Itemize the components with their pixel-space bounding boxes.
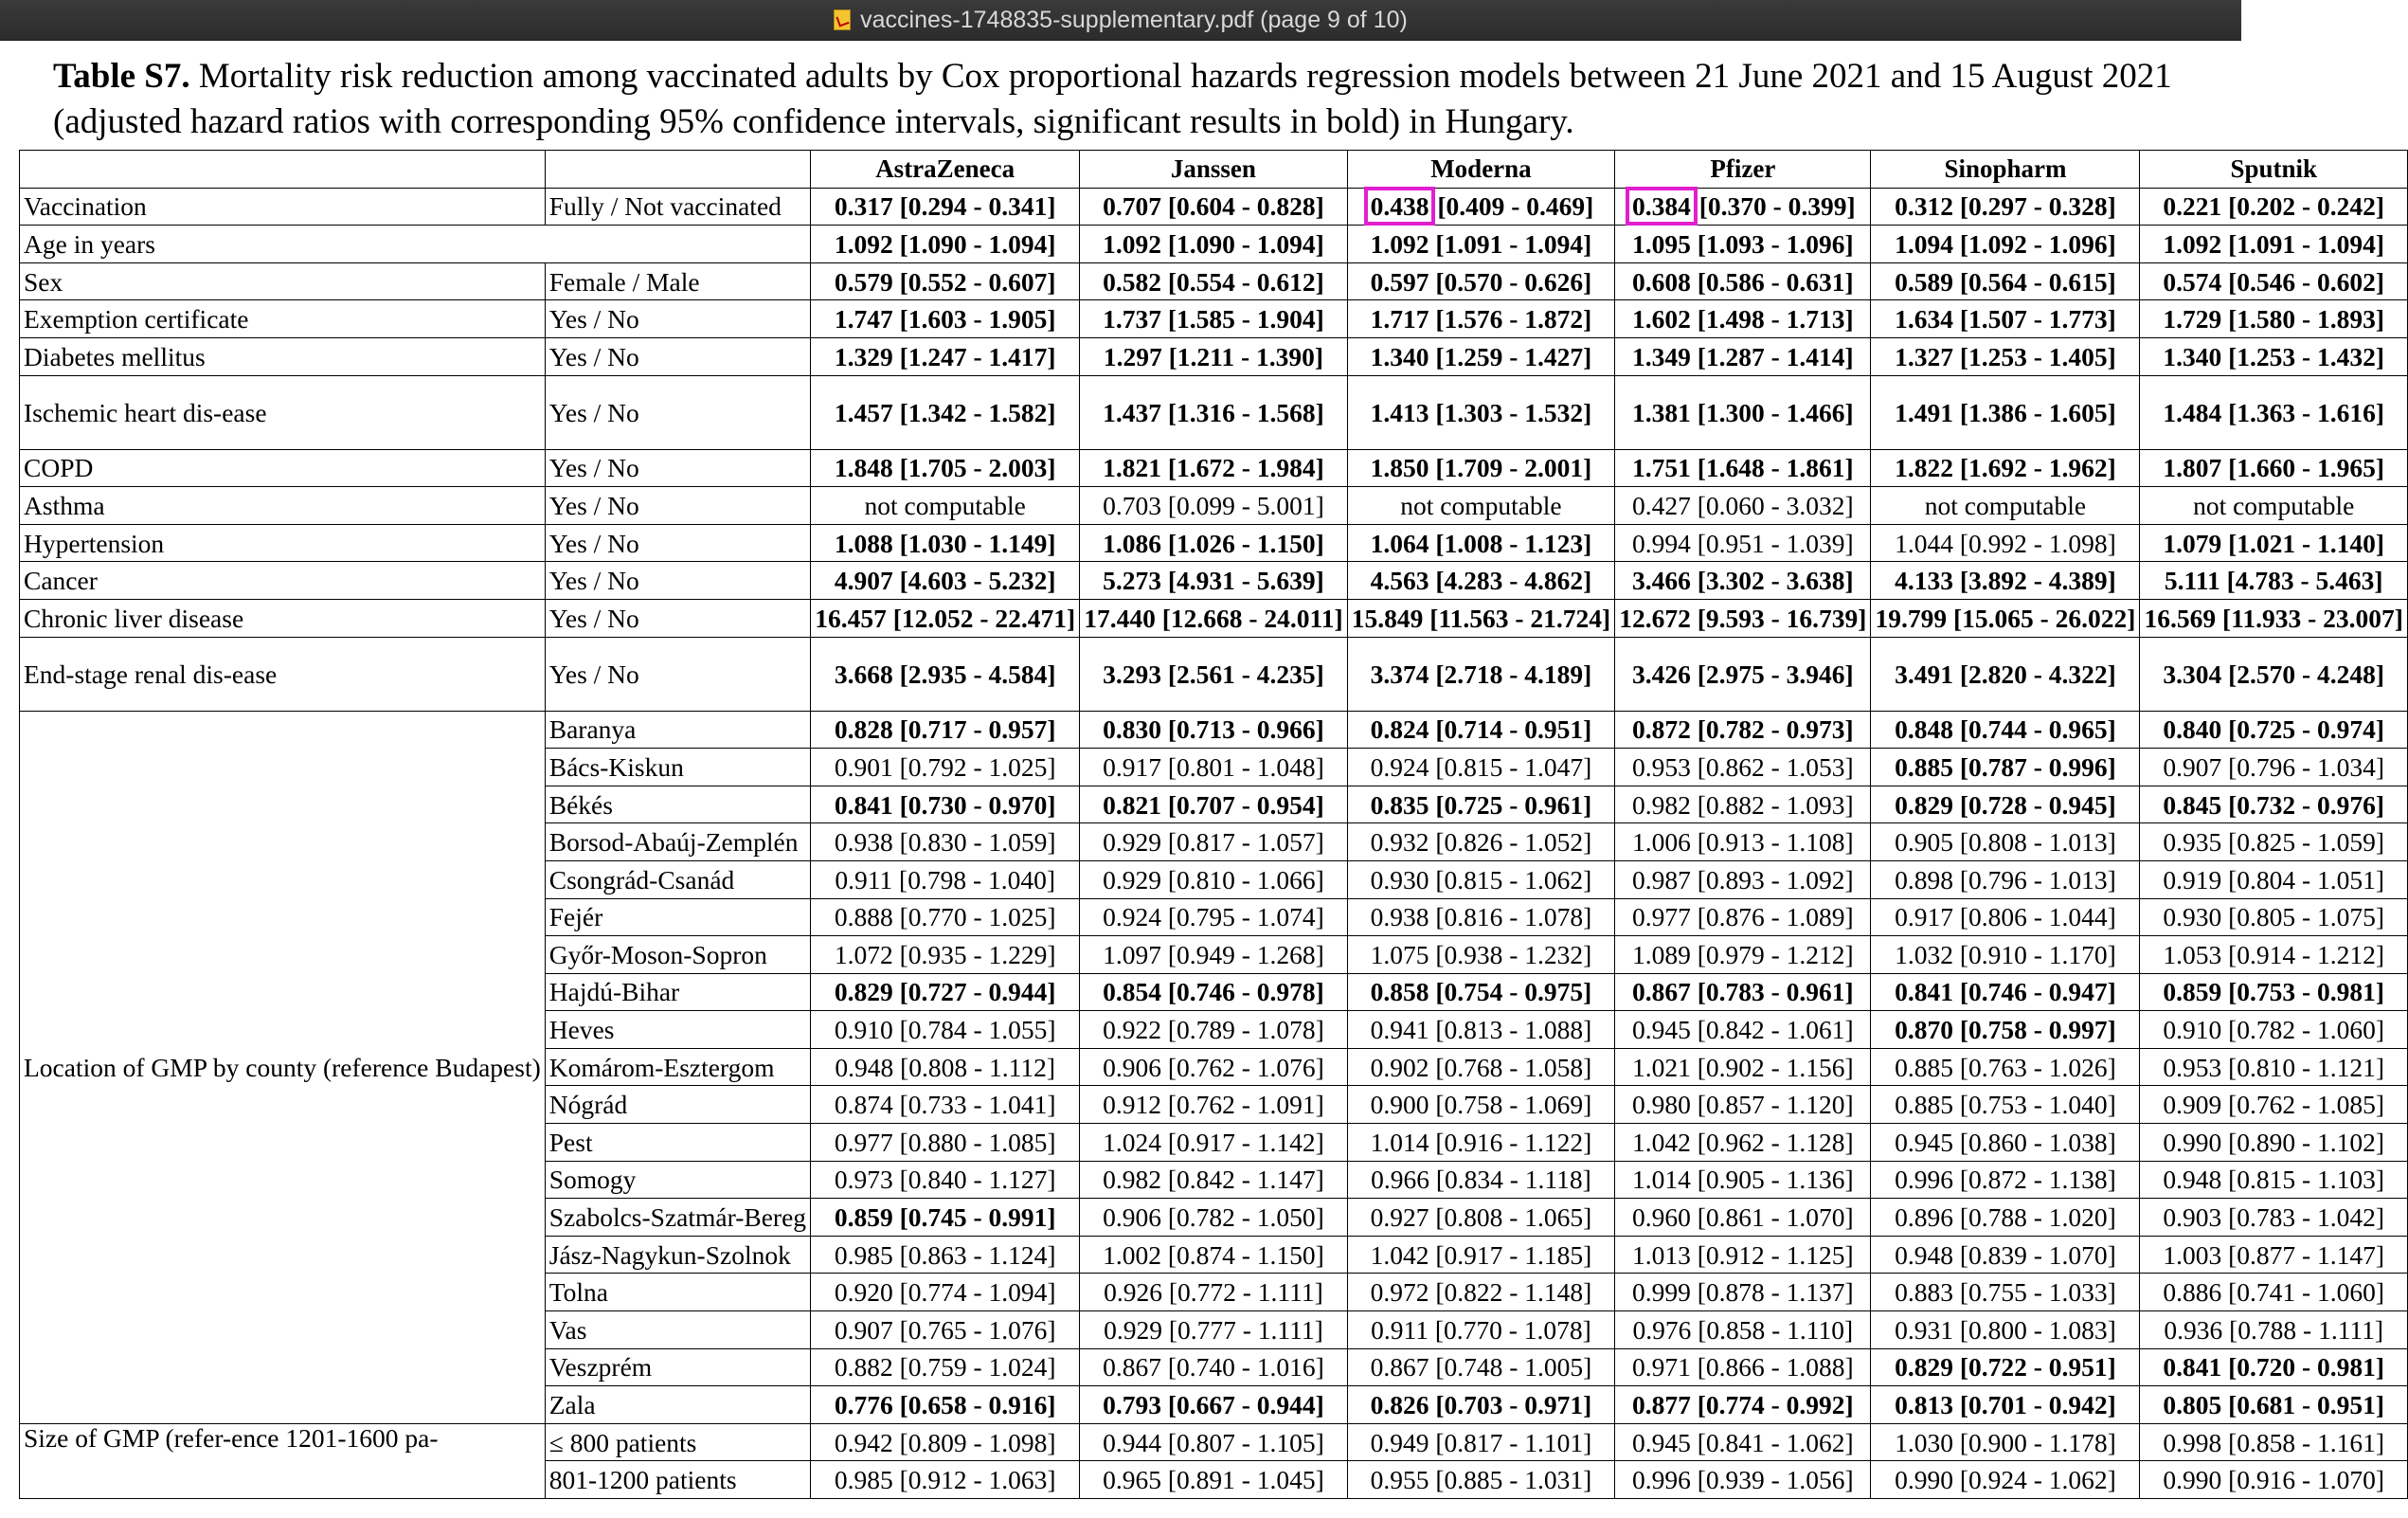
value-cell: 0.996 [0.872 - 1.138] bbox=[1871, 1161, 2140, 1199]
level-label: Csongrád-Csanád bbox=[545, 860, 810, 898]
value-cell: 0.917 [0.801 - 1.048] bbox=[1080, 749, 1348, 786]
level-label: Yes / No bbox=[545, 637, 810, 711]
value-cell: 3.374 [2.718 - 4.189] bbox=[1347, 637, 1615, 711]
value-cell: 0.945 [0.860 - 1.038] bbox=[1871, 1124, 2140, 1162]
value-cell: 0.900 [0.758 - 1.069] bbox=[1347, 1086, 1615, 1124]
value-cell: 0.845 [0.732 - 0.976] bbox=[2140, 786, 2408, 823]
value-cell: 1.751 [1.648 - 1.861] bbox=[1615, 449, 1871, 487]
table-caption bbox=[53, 54, 2203, 145]
value-cell: 0.927 [0.808 - 1.065] bbox=[1347, 1199, 1615, 1237]
value-cell: 0.924 [0.795 - 1.074] bbox=[1080, 898, 1348, 936]
variable-label: Asthma bbox=[20, 487, 546, 525]
value-cell: 0.867 [0.748 - 1.005] bbox=[1347, 1348, 1615, 1386]
value-cell: 0.824 [0.714 - 0.951] bbox=[1347, 711, 1615, 749]
value-cell: 0.948 [0.808 - 1.112] bbox=[811, 1048, 1080, 1086]
table-row bbox=[20, 599, 2408, 637]
value-cell: 0.906 [0.762 - 1.076] bbox=[1080, 1048, 1348, 1086]
variable-label: COPD bbox=[20, 449, 546, 487]
level-label: Zala bbox=[545, 1386, 810, 1424]
level-label: Yes / No bbox=[545, 375, 810, 449]
variable-label: Ischemic heart dis-ease bbox=[20, 375, 546, 449]
value-cell: 0.902 [0.768 - 1.058] bbox=[1347, 1048, 1615, 1086]
value-cell: 1.807 [1.660 - 1.965] bbox=[2140, 449, 2408, 487]
value-cell: 0.998 [0.858 - 1.161] bbox=[2140, 1423, 2408, 1461]
value-cell: 1.340 [1.259 - 1.427] bbox=[1347, 337, 1615, 375]
value-cell: 0.841 [0.746 - 0.947] bbox=[1871, 973, 2140, 1011]
value-cell: 0.929 [0.810 - 1.066] bbox=[1080, 860, 1348, 898]
level-label: Bács-Kiskun bbox=[545, 749, 810, 786]
value-cell: 1.088 [1.030 - 1.149] bbox=[811, 524, 1080, 562]
value-cell: 0.971 [0.866 - 1.088] bbox=[1615, 1348, 1871, 1386]
level-label: Tolna bbox=[545, 1274, 810, 1311]
value-cell: 0.859 [0.753 - 0.981] bbox=[2140, 973, 2408, 1011]
value-cell: 0.929 [0.777 - 1.111] bbox=[1080, 1311, 1348, 1349]
header-blank bbox=[545, 151, 810, 189]
value-cell: 0.867 [0.740 - 1.016] bbox=[1080, 1348, 1348, 1386]
value-cell: 0.930 [0.815 - 1.062] bbox=[1347, 860, 1615, 898]
value-cell: 0.945 [0.841 - 1.062] bbox=[1615, 1423, 1871, 1461]
col-header: Janssen bbox=[1080, 151, 1348, 189]
value-cell: 0.427 [0.060 - 3.032] bbox=[1615, 487, 1871, 525]
value-cell: 0.805 [0.681 - 0.951] bbox=[2140, 1386, 2408, 1424]
value-cell: 0.840 [0.725 - 0.974] bbox=[2140, 711, 2408, 749]
level-label: Békés bbox=[545, 786, 810, 823]
value-cell: 1.297 [1.211 - 1.390] bbox=[1080, 337, 1348, 375]
value-cell: 3.293 [2.561 - 4.235] bbox=[1080, 637, 1348, 711]
value-cell: 1.602 [1.498 - 1.713] bbox=[1615, 300, 1871, 338]
value-cell: 0.990 [0.890 - 1.102] bbox=[2140, 1124, 2408, 1162]
value-cell: 0.948 [0.839 - 1.070] bbox=[1871, 1236, 2140, 1274]
value-cell: 0.903 [0.783 - 1.042] bbox=[2140, 1199, 2408, 1237]
value-cell: 1.030 [0.900 - 1.178] bbox=[1871, 1423, 2140, 1461]
level-label: Yes / No bbox=[545, 599, 810, 637]
value-cell: 1.092 [1.090 - 1.094] bbox=[1080, 226, 1348, 263]
value-ci: [0.409 - 0.469] bbox=[1430, 191, 1594, 222]
table-row bbox=[20, 711, 2408, 749]
value-cell: 16.569 [11.933 - 23.007] bbox=[2140, 599, 2408, 637]
value-cell: 0.960 [0.861 - 1.070] bbox=[1615, 1199, 1871, 1237]
variable-label: Diabetes mellitus bbox=[20, 337, 546, 375]
value-cell: 0.841 [0.720 - 0.981] bbox=[2140, 1348, 2408, 1386]
value-cell: 0.990 [0.916 - 1.070] bbox=[2140, 1461, 2408, 1499]
value-cell: 0.926 [0.772 - 1.111] bbox=[1080, 1274, 1348, 1311]
value-cell: 0.924 [0.815 - 1.047] bbox=[1347, 749, 1615, 786]
value-cell: 0.944 [0.807 - 1.105] bbox=[1080, 1423, 1348, 1461]
variable-label: Hypertension bbox=[20, 524, 546, 562]
value-cell: 0.885 [0.763 - 1.026] bbox=[1871, 1048, 2140, 1086]
value-cell: 1.821 [1.672 - 1.984] bbox=[1080, 449, 1348, 487]
value-cell: 0.910 [0.784 - 1.055] bbox=[811, 1011, 1080, 1049]
value-cell: 1.634 [1.507 - 1.773] bbox=[1871, 300, 2140, 338]
value-cell: 0.929 [0.817 - 1.057] bbox=[1080, 823, 1348, 861]
table-row bbox=[20, 226, 2408, 263]
value-cell: 0.906 [0.782 - 1.050] bbox=[1080, 1199, 1348, 1237]
table-row bbox=[20, 188, 2408, 226]
value-cell: 0.966 [0.834 - 1.118] bbox=[1347, 1161, 1615, 1199]
table-row bbox=[20, 637, 2408, 711]
value-cell: 0.911 [0.798 - 1.040] bbox=[811, 860, 1080, 898]
value-cell: not computable bbox=[1871, 487, 2140, 525]
value-cell: 1.097 [0.949 - 1.268] bbox=[1080, 936, 1348, 974]
value-cell: 0.949 [0.817 - 1.101] bbox=[1347, 1423, 1615, 1461]
col-header: Pfizer bbox=[1615, 151, 1871, 189]
value-cell: 4.133 [3.892 - 4.389] bbox=[1871, 562, 2140, 600]
level-label: Veszprém bbox=[545, 1348, 810, 1386]
value-cell: 1.042 [0.962 - 1.128] bbox=[1615, 1124, 1871, 1162]
level-label: Female / Male bbox=[545, 262, 810, 300]
variable-label: Sex bbox=[20, 262, 546, 300]
value-cell: 0.793 [0.667 - 0.944] bbox=[1080, 1386, 1348, 1424]
value-cell: 12.672 [9.593 - 16.739] bbox=[1615, 599, 1871, 637]
value-cell: 0.886 [0.741 - 1.060] bbox=[2140, 1274, 2408, 1311]
value-cell: 17.440 [12.668 - 24.011] bbox=[1080, 599, 1348, 637]
caption-text: Mortality risk reduction among vaccinated adults by Cox proportional hazards regression models between 21 June 2021 and 15 August 2021 (adjusted hazard ratios with corresponding 95% confidence intervals, significant results in bold) in Hungary. bbox=[53, 57, 2172, 141]
value-cell: 0.931 [0.800 - 1.083] bbox=[1871, 1311, 2140, 1349]
value-cell: 0.888 [0.770 - 1.025] bbox=[811, 898, 1080, 936]
value-cell: 0.896 [0.788 - 1.020] bbox=[1871, 1199, 2140, 1237]
value-cell: 0.597 [0.570 - 0.626] bbox=[1347, 262, 1615, 300]
level-label: Yes / No bbox=[545, 300, 810, 338]
level-label: Fejér bbox=[545, 898, 810, 936]
value-cell: 0.882 [0.759 - 1.024] bbox=[811, 1348, 1080, 1386]
value-cell: 0.901 [0.792 - 1.025] bbox=[811, 749, 1080, 786]
value-cell: 1.491 [1.386 - 1.605] bbox=[1871, 375, 2140, 449]
value-cell: 0.703 [0.099 - 5.001] bbox=[1080, 487, 1348, 525]
value-cell: 1.014 [0.916 - 1.122] bbox=[1347, 1124, 1615, 1162]
value-cell: 4.907 [4.603 - 5.232] bbox=[811, 562, 1080, 600]
col-header: Moderna bbox=[1347, 151, 1615, 189]
value-cell: 19.799 [15.065 - 26.022] bbox=[1871, 599, 2140, 637]
level-label: Somogy bbox=[545, 1161, 810, 1199]
value-cell: 0.883 [0.755 - 1.033] bbox=[1871, 1274, 2140, 1311]
table-row bbox=[20, 337, 2408, 375]
value-cell: 0.885 [0.753 - 1.040] bbox=[1871, 1086, 2140, 1124]
value-cell: 0.945 [0.842 - 1.061] bbox=[1615, 1011, 1871, 1049]
value-cell: 15.849 [11.563 - 21.724] bbox=[1347, 599, 1615, 637]
variable-label: Age in years bbox=[20, 226, 811, 263]
value-cell: 0.955 [0.885 - 1.031] bbox=[1347, 1461, 1615, 1499]
level-label: Győr-Moson-Sopron bbox=[545, 936, 810, 974]
value-cell: 0.987 [0.893 - 1.092] bbox=[1615, 860, 1871, 898]
value-cell: 0.854 [0.746 - 0.978] bbox=[1080, 973, 1348, 1011]
level-label: Yes / No bbox=[545, 487, 810, 525]
value-cell: 0.579 [0.552 - 0.607] bbox=[811, 262, 1080, 300]
variable-label: Vaccination bbox=[20, 188, 546, 226]
value-cell: 0.932 [0.826 - 1.052] bbox=[1347, 823, 1615, 861]
results-table bbox=[19, 150, 2408, 1499]
value-cell: 0.977 [0.876 - 1.089] bbox=[1615, 898, 1871, 936]
highlight-box: 0.438 bbox=[1370, 191, 1429, 222]
value-cell: 0.835 [0.725 - 0.961] bbox=[1347, 786, 1615, 823]
value-cell: 1.064 [1.008 - 1.123] bbox=[1347, 524, 1615, 562]
value-cell: 0.938 [0.816 - 1.078] bbox=[1347, 898, 1615, 936]
level-label: Fully / Not vaccinated bbox=[545, 188, 810, 226]
caption-label: Table S7. bbox=[53, 57, 190, 96]
value-cell: 0.870 [0.758 - 0.997] bbox=[1871, 1011, 2140, 1049]
col-header: Sinopharm bbox=[1871, 151, 2140, 189]
value-cell: 0.312 [0.297 - 0.328] bbox=[1871, 188, 2140, 226]
value-cell: 1.437 [1.316 - 1.568] bbox=[1080, 375, 1348, 449]
value-cell: 0.813 [0.701 - 0.942] bbox=[1871, 1386, 2140, 1424]
value-cell: 0.920 [0.774 - 1.094] bbox=[811, 1274, 1080, 1311]
pdf-document-icon bbox=[834, 9, 851, 30]
value-cell: 4.563 [4.283 - 4.862] bbox=[1347, 562, 1615, 600]
table-row bbox=[20, 449, 2408, 487]
level-label: Yes / No bbox=[545, 449, 810, 487]
value-cell: 0.867 [0.783 - 0.961] bbox=[1615, 973, 1871, 1011]
value-cell: not computable bbox=[2140, 487, 2408, 525]
value-cell: 1.003 [0.877 - 1.147] bbox=[2140, 1236, 2408, 1274]
value-cell: 0.985 [0.912 - 1.063] bbox=[811, 1461, 1080, 1499]
value-cell: 0.980 [0.857 - 1.120] bbox=[1615, 1086, 1871, 1124]
value-cell: 1.848 [1.705 - 2.003] bbox=[811, 449, 1080, 487]
value-cell: 1.737 [1.585 - 1.904] bbox=[1080, 300, 1348, 338]
value-cell: 0.911 [0.770 - 1.078] bbox=[1347, 1311, 1615, 1349]
level-label: Komárom-Esztergom bbox=[545, 1048, 810, 1086]
value-cell: 1.014 [0.905 - 1.136] bbox=[1615, 1161, 1871, 1199]
value-cell: 0.905 [0.808 - 1.013] bbox=[1871, 823, 2140, 861]
level-label: Baranya bbox=[545, 711, 810, 749]
value-cell: 0.841 [0.730 - 0.970] bbox=[811, 786, 1080, 823]
value-cell: 0.907 [0.796 - 1.034] bbox=[2140, 749, 2408, 786]
level-label: Pest bbox=[545, 1124, 810, 1162]
level-label: Borsod-Abaúj-Zemplén bbox=[545, 823, 810, 861]
value-cell: 0.936 [0.788 - 1.111] bbox=[2140, 1311, 2408, 1349]
value-cell: 0.973 [0.840 - 1.127] bbox=[811, 1161, 1080, 1199]
value-cell: 1.092 [1.091 - 1.094] bbox=[2140, 226, 2408, 263]
value-cell: 0.898 [0.796 - 1.013] bbox=[1871, 860, 2140, 898]
value-cell: 0.910 [0.782 - 1.060] bbox=[2140, 1011, 2408, 1049]
value-cell: 0.317 [0.294 - 0.341] bbox=[811, 188, 1080, 226]
level-label: Vas bbox=[545, 1311, 810, 1349]
table-row bbox=[20, 487, 2408, 525]
value-cell: 1.086 [1.026 - 1.150] bbox=[1080, 524, 1348, 562]
value-cell: 1.013 [0.912 - 1.125] bbox=[1615, 1236, 1871, 1274]
level-label: Heves bbox=[545, 1011, 810, 1049]
value-cell: 1.340 [1.253 - 1.432] bbox=[2140, 337, 2408, 375]
variable-label: End-stage renal dis-ease bbox=[20, 637, 546, 711]
table-row bbox=[20, 562, 2408, 600]
value-cell: 0.826 [0.703 - 0.971] bbox=[1347, 1386, 1615, 1424]
value-cell: 0.938 [0.830 - 1.059] bbox=[811, 823, 1080, 861]
value-cell: 0.828 [0.717 - 0.957] bbox=[811, 711, 1080, 749]
value-cell: 0.982 [0.882 - 1.093] bbox=[1615, 786, 1871, 823]
value-cell: 5.273 [4.931 - 5.639] bbox=[1080, 562, 1348, 600]
value-cell: 0.930 [0.805 - 1.075] bbox=[2140, 898, 2408, 936]
table-row bbox=[20, 1423, 2408, 1461]
value-cell: 1.457 [1.342 - 1.582] bbox=[811, 375, 1080, 449]
value-cell: 1.089 [0.979 - 1.212] bbox=[1615, 936, 1871, 974]
level-label: Jász-Nagykun-Szolnok bbox=[545, 1236, 810, 1274]
value-cell: 0.872 [0.782 - 0.973] bbox=[1615, 711, 1871, 749]
value-cell: 3.668 [2.935 - 4.584] bbox=[811, 637, 1080, 711]
value-cell: 1.092 [1.091 - 1.094] bbox=[1347, 226, 1615, 263]
value-cell: 1.044 [0.992 - 1.098] bbox=[1871, 524, 2140, 562]
value-cell: 0.953 [0.810 - 1.121] bbox=[2140, 1048, 2408, 1086]
window-title: vaccines-1748835-supplementary.pdf (page 9 of 10) bbox=[860, 6, 1408, 33]
value-cell: 1.329 [1.247 - 1.417] bbox=[811, 337, 1080, 375]
value-cell: 0.982 [0.842 - 1.147] bbox=[1080, 1161, 1348, 1199]
value-cell: 1.032 [0.910 - 1.170] bbox=[1871, 936, 2140, 974]
value-cell: 0.829 [0.728 - 0.945] bbox=[1871, 786, 2140, 823]
value-cell: 0.221 [0.202 - 0.242] bbox=[2140, 188, 2408, 226]
header-blank bbox=[20, 151, 546, 189]
header-row bbox=[20, 151, 2408, 189]
value-cell: 0.999 [0.878 - 1.137] bbox=[1615, 1274, 1871, 1311]
highlight-box: 0.384 bbox=[1631, 191, 1691, 222]
pdf-page bbox=[0, 41, 2241, 145]
value-cell: 0.877 [0.774 - 0.992] bbox=[1615, 1386, 1871, 1424]
value-cell: 0.848 [0.744 - 0.965] bbox=[1871, 711, 2140, 749]
value-cell: 0.608 [0.586 - 0.631] bbox=[1615, 262, 1871, 300]
value-cell: 1.349 [1.287 - 1.414] bbox=[1615, 337, 1871, 375]
value-cell: 1.850 [1.709 - 2.001] bbox=[1347, 449, 1615, 487]
value-cell: 0.909 [0.762 - 1.085] bbox=[2140, 1086, 2408, 1124]
value-cell: 0.907 [0.765 - 1.076] bbox=[811, 1311, 1080, 1349]
value-cell: 1.072 [0.935 - 1.229] bbox=[811, 936, 1080, 974]
window-titlebar bbox=[0, 0, 2241, 41]
value-cell: 1.021 [0.902 - 1.156] bbox=[1615, 1048, 1871, 1086]
value-cell: 3.491 [2.820 - 4.322] bbox=[1871, 637, 2140, 711]
value-cell: 0.965 [0.891 - 1.045] bbox=[1080, 1461, 1348, 1499]
group-label: Location of GMP by county (reference Budapest) bbox=[20, 711, 546, 1423]
value-cell bbox=[1615, 188, 1871, 226]
variable-label: Cancer bbox=[20, 562, 546, 600]
value-cell: 1.042 [0.917 - 1.185] bbox=[1347, 1236, 1615, 1274]
value-cell: 0.582 [0.554 - 0.612] bbox=[1080, 262, 1348, 300]
value-cell: 0.976 [0.858 - 1.110] bbox=[1615, 1311, 1871, 1349]
value-cell: 0.776 [0.658 - 0.916] bbox=[811, 1386, 1080, 1424]
value-cell: 1.717 [1.576 - 1.872] bbox=[1347, 300, 1615, 338]
value-cell: 1.413 [1.303 - 1.532] bbox=[1347, 375, 1615, 449]
value-cell: 0.994 [0.951 - 1.039] bbox=[1615, 524, 1871, 562]
value-cell: 0.996 [0.939 - 1.056] bbox=[1615, 1461, 1871, 1499]
group-label: Size of GMP (refer-ence 1201-1600 pa- bbox=[20, 1423, 546, 1498]
table-row bbox=[20, 524, 2408, 562]
value-cell: 0.942 [0.809 - 1.098] bbox=[811, 1423, 1080, 1461]
value-cell: 1.327 [1.253 - 1.405] bbox=[1871, 337, 2140, 375]
level-label: Szabolcs-Szatmár-Bereg bbox=[545, 1199, 810, 1237]
value-cell: 1.053 [0.914 - 1.212] bbox=[2140, 936, 2408, 974]
value-cell: 0.821 [0.707 - 0.954] bbox=[1080, 786, 1348, 823]
value-cell: 1.095 [1.093 - 1.096] bbox=[1615, 226, 1871, 263]
value-cell: 0.858 [0.754 - 0.975] bbox=[1347, 973, 1615, 1011]
value-cell: 16.457 [12.052 - 22.471] bbox=[811, 599, 1080, 637]
value-cell: 0.912 [0.762 - 1.091] bbox=[1080, 1086, 1348, 1124]
value-cell: 5.111 [4.783 - 5.463] bbox=[2140, 562, 2408, 600]
value-cell: 0.972 [0.822 - 1.148] bbox=[1347, 1274, 1615, 1311]
value-cell: 1.747 [1.603 - 1.905] bbox=[811, 300, 1080, 338]
value-cell: 0.922 [0.789 - 1.078] bbox=[1080, 1011, 1348, 1049]
value-cell: 1.002 [0.874 - 1.150] bbox=[1080, 1236, 1348, 1274]
value-cell: 0.985 [0.863 - 1.124] bbox=[811, 1236, 1080, 1274]
value-cell: 1.484 [1.363 - 1.616] bbox=[2140, 375, 2408, 449]
level-label: ≤ 800 patients bbox=[545, 1423, 810, 1461]
value-cell: 0.990 [0.924 - 1.062] bbox=[1871, 1461, 2140, 1499]
value-cell: 0.941 [0.813 - 1.088] bbox=[1347, 1011, 1615, 1049]
value-cell: 0.574 [0.546 - 0.602] bbox=[2140, 262, 2408, 300]
value-cell: 1.822 [1.692 - 1.962] bbox=[1871, 449, 2140, 487]
value-cell: 0.977 [0.880 - 1.085] bbox=[811, 1124, 1080, 1162]
value-cell: 0.830 [0.713 - 0.966] bbox=[1080, 711, 1348, 749]
value-cell: 1.381 [1.300 - 1.466] bbox=[1615, 375, 1871, 449]
value-cell bbox=[1347, 188, 1615, 226]
level-label: Nógrád bbox=[545, 1086, 810, 1124]
value-cell: 0.953 [0.862 - 1.053] bbox=[1615, 749, 1871, 786]
level-label: Yes / No bbox=[545, 337, 810, 375]
variable-label: Chronic liver disease bbox=[20, 599, 546, 637]
value-cell: 0.589 [0.564 - 0.615] bbox=[1871, 262, 2140, 300]
value-cell: 0.874 [0.733 - 1.041] bbox=[811, 1086, 1080, 1124]
value-cell: 1.092 [1.090 - 1.094] bbox=[811, 226, 1080, 263]
value-cell: 3.426 [2.975 - 3.946] bbox=[1615, 637, 1871, 711]
variable-label: Exemption certificate bbox=[20, 300, 546, 338]
col-header: Sputnik bbox=[2140, 151, 2408, 189]
value-cell: 1.729 [1.580 - 1.893] bbox=[2140, 300, 2408, 338]
value-cell: not computable bbox=[1347, 487, 1615, 525]
table-row bbox=[20, 262, 2408, 300]
value-cell: 0.859 [0.745 - 0.991] bbox=[811, 1199, 1080, 1237]
value-cell: 0.948 [0.815 - 1.103] bbox=[2140, 1161, 2408, 1199]
value-cell: 0.829 [0.727 - 0.944] bbox=[811, 973, 1080, 1011]
value-cell: 0.829 [0.722 - 0.951] bbox=[1871, 1348, 2140, 1386]
value-cell: 0.707 [0.604 - 0.828] bbox=[1080, 188, 1348, 226]
value-cell: 0.885 [0.787 - 0.996] bbox=[1871, 749, 2140, 786]
value-cell: 3.466 [3.302 - 3.638] bbox=[1615, 562, 1871, 600]
value-cell: not computable bbox=[811, 487, 1080, 525]
value-cell: 1.024 [0.917 - 1.142] bbox=[1080, 1124, 1348, 1162]
value-cell: 1.075 [0.938 - 1.232] bbox=[1347, 936, 1615, 974]
table-row bbox=[20, 300, 2408, 338]
value-cell: 0.919 [0.804 - 1.051] bbox=[2140, 860, 2408, 898]
value-cell: 3.304 [2.570 - 4.248] bbox=[2140, 637, 2408, 711]
level-label: Yes / No bbox=[545, 562, 810, 600]
level-label: Hajdú-Bihar bbox=[545, 973, 810, 1011]
level-label: 801-1200 patients bbox=[545, 1461, 810, 1499]
value-cell: 0.935 [0.825 - 1.059] bbox=[2140, 823, 2408, 861]
value-cell: 0.917 [0.806 - 1.044] bbox=[1871, 898, 2140, 936]
value-ci: [0.370 - 0.399] bbox=[1692, 191, 1856, 222]
value-cell: 1.094 [1.092 - 1.096] bbox=[1871, 226, 2140, 263]
level-label: Yes / No bbox=[545, 524, 810, 562]
col-header: AstraZeneca bbox=[811, 151, 1080, 189]
value-cell: 1.079 [1.021 - 1.140] bbox=[2140, 524, 2408, 562]
value-cell: 1.006 [0.913 - 1.108] bbox=[1615, 823, 1871, 861]
table-row bbox=[20, 375, 2408, 449]
